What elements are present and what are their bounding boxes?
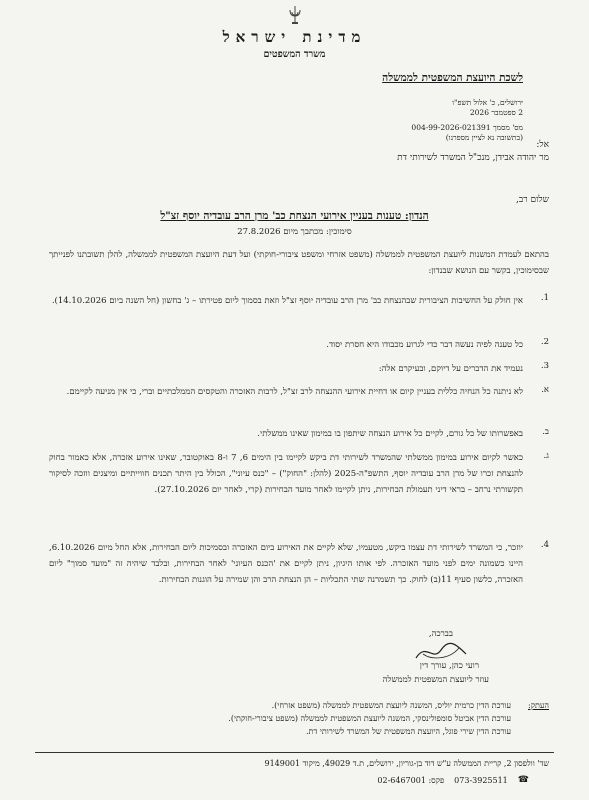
item-text: נעמיד את הדברים על דיוקם, ובעיקרם אלה: [378, 364, 523, 374]
recipient-name: מר יהודה אבידן, מנכ"ל המשרד לשירותי דת [397, 153, 549, 163]
footer-address: שד' וולפסון 2, קריית הממשלה ע"ש דוד בן-גוריון, ירושלים, ת.ד 49029, מיקוד 9149001 [264, 759, 549, 768]
date-hebrew: ירושלים, כ' אלול תשפ"ו [452, 98, 523, 107]
subject-line: הנדון: טענות בעניין אירועי הנצחת כב' מרן הרב עובדיה יוסף זצ"ל [160, 210, 429, 222]
footer-fax: פקס: 02-6467001 [377, 775, 445, 785]
intro-paragraph: בהתאם לעמדת המשנות ליועצת המשפטית לממשלה (משפט אזרחי ומשפט ציבורי-חוקתי) ועל דעת היועצת המשפטית לממשלה, להלן תשובתנו לפנייתך שבסימוכין, בקשר עם הנושא שבנדון: [49, 250, 549, 276]
sub-item-letter: ב. [542, 427, 549, 437]
date-gregorian: 2 ספטמבר 2026 [469, 108, 523, 117]
office-name: לשכת היועצת המשפטית לממשלה [382, 72, 523, 84]
state-emblem-icon [287, 4, 303, 26]
reply-note: (בתשובה נא לציין מספרנו) [445, 133, 523, 142]
item-number: 1. [540, 293, 549, 303]
item-text: כל טענה לפיה נעשה דבר כדי לגרוע מכבודו היא חסרת יסוד. [326, 340, 523, 350]
footer-divider [35, 752, 554, 753]
item-number: 3. [540, 361, 549, 371]
item-text: יוזכר, כי המשרד לשירותי דת עצמו ביקש, מטעמיו, שלא לקיים את האירוע ביום האזכרה ובסמיכות ליום הבחירות, אלא החל מיום 6.10.2026, היינו כשמונה ימים לפני מועד האזכרה. לפי אותו היגיון, ניתן לקיים את 'הכנס העיוני' לאחר הבחירות, ובלבד שיהיה זה "מועד סמוך" ליום האזכרה, כלשון סעיף 11(ב) לחוק. כך תשמרנה שתי התכליות – הן הנצחת הרב והן שמירה על הוגנות הבחירות. [49, 543, 523, 585]
closing: בברכה, [428, 629, 453, 639]
item-text: אין חולק על החשיבות הציבורית שבהנצחת כב' מרן הרב עובדיה יוסף זצ"ל וזאת בסמוך ליום פטירתו – ג' בחשון (חל השנה ביום 14.10.2026). [51, 296, 523, 306]
reference-line: סימוכין: מכתבך מיום 27.8.2026 [237, 227, 352, 237]
sub-item-text: באפשרותו של כל גורם, לקיים כל אירוע הנצחה שיתפון בו במימון שאינו ממשלתי. [257, 429, 523, 439]
cc-line: עורכת הדין כרמית יוליס, המשנה ליועצת המשפטית לממשלה (משפט אזרחי). [271, 701, 511, 710]
sub-item-text: לא ניתנה כל הנחיה כללית בעניין קיום או דחיית אירועי ההנצחה לרב זצ"ל, לרבות האזכרה והטקסים הממלכתיים וברי, כי אין מניעה לקיימם. [66, 387, 523, 397]
document-number: מס' מסמך 004-99-2026-021391 [411, 123, 523, 132]
phone-icon: ☎ [517, 775, 529, 785]
footer-phone: 073-3925511 [454, 775, 508, 785]
cc-label: העתק: [528, 701, 549, 710]
greeting: שלום רב, [516, 195, 549, 205]
recipient-label: אל: [536, 140, 549, 150]
sub-item-letter: ג. [543, 451, 549, 461]
sub-item-letter: א. [541, 385, 549, 395]
cc-line: עורכת הדין אביטל סומפולינסקי, המשנה ליועצת המשפטית לממשלה (משפט ציבורי-חוקתי). [228, 714, 511, 723]
state-name: מדינת ישראל [222, 28, 367, 46]
ministry-name: משרד המשפטים [263, 49, 326, 60]
signer-title: עוזר ליועצת המשפטית לממשלה [382, 675, 489, 685]
item-number: 2. [540, 337, 549, 347]
item-number: 4. [540, 540, 549, 550]
footer-contact [377, 775, 529, 785]
cc-line: עורכת הדין שירי פוגל, היועצת המשפטית של המשרד לשירותי דת. [306, 727, 511, 736]
sub-item-text: כאשר לקיום אירוע במימון ממשלתי שהמשרד לשירותי דת ביקש לקיימו בין הימים 6, 7 ו-8 באוקטובר, שאינו אירוע אזכרה, אלא כאמור בחוק להנצחת זכרו של מרן הרב עובדיה יוסף, התשפ"ה-2025 (להלן: "החוק") – "כנס עיוני", הכולל בין היתר תכנים חווייתיים ומיצגים ווזכה לסיקור תקשורתי נרחב – בראי דיני תעמולת הבחירות, ניתן לקיימו לאחר מועד הבחירות (קרי, לאחר יום 27.10.2026). [49, 453, 524, 495]
signer-name: רועי כהן, עורך דין [419, 661, 479, 671]
